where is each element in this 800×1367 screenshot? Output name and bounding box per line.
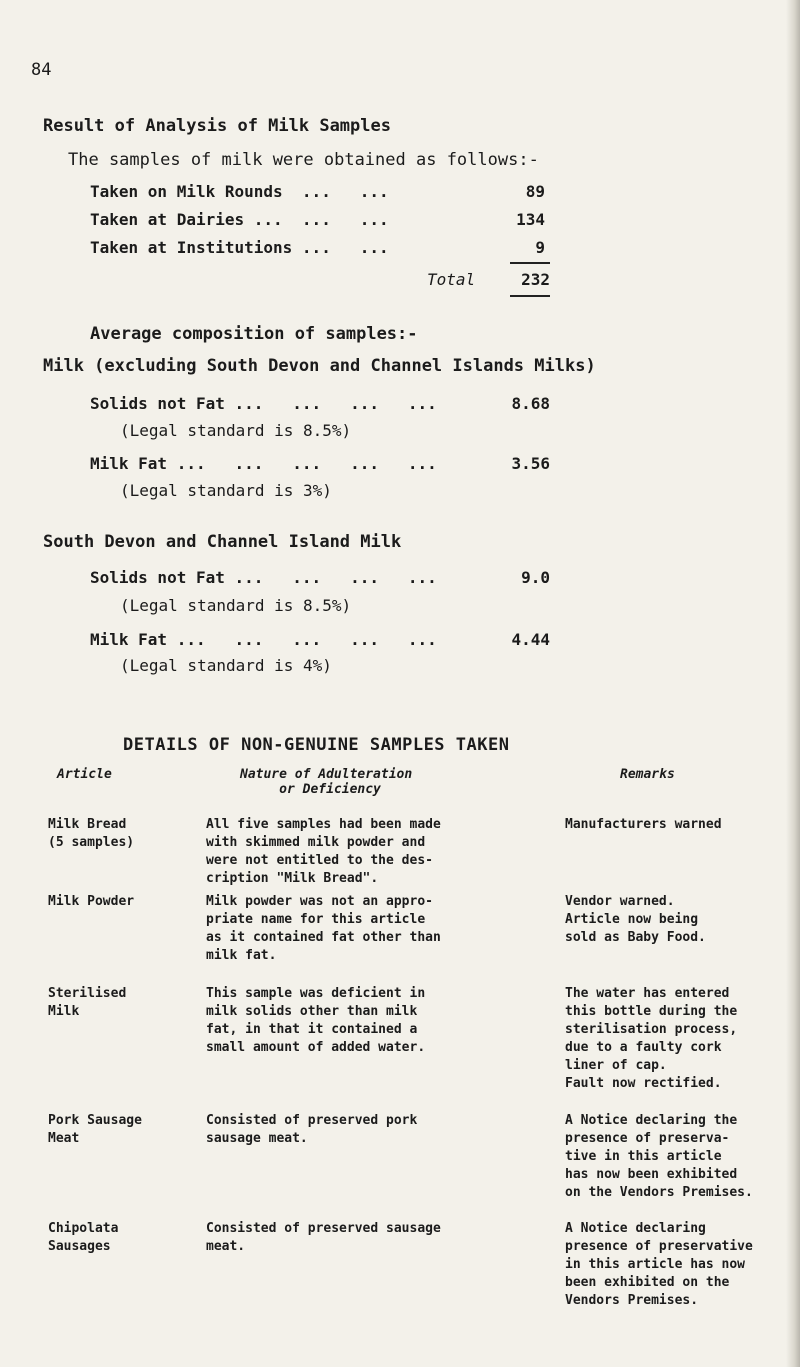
table-row-nature: Consisted of preserved sausage meat. bbox=[206, 1221, 441, 1254]
table-row-nature: This sample was deficient in milk solids other than milk fat, in that it contained a small amount of added water. bbox=[206, 986, 426, 1055]
table-row-remarks: The water has entered this bottle during the sterilisation process, due to a faulty cork liner of cap. Fault now rectified. bbox=[565, 986, 738, 1091]
solids-label: Solids not Fat ... ... ... ... bbox=[90, 568, 437, 587]
group1-solids-row bbox=[90, 394, 550, 416]
header-article: Article bbox=[57, 767, 112, 782]
total-value: 232 bbox=[521, 270, 550, 289]
group1-fat-row bbox=[90, 454, 550, 476]
table-row-nature: Consisted of preserved pork sausage meat. bbox=[206, 1113, 418, 1146]
sample-label: Taken on Milk Rounds ... ... bbox=[90, 182, 389, 201]
table-row-remarks: A Notice declaring the presence of preserva- tive in this article has now been exhibited on the Vendors Premises. bbox=[565, 1113, 753, 1200]
sample-label: Taken at Institutions ... ... bbox=[90, 238, 389, 257]
details-heading: DETAILS OF NON-GENUINE SAMPLES TAKEN bbox=[123, 735, 510, 755]
table-row-remarks: Vendor warned. Article now being sold as Baby Food. bbox=[565, 894, 706, 945]
header-nature: Nature of Adulteration or Deficiency bbox=[240, 767, 413, 797]
total-rule-top bbox=[510, 262, 550, 264]
table-row-article: Sterilised Milk bbox=[48, 986, 127, 1019]
average-heading: Average composition of samples:- bbox=[90, 324, 418, 344]
table-row-article: Chipolata Sausages bbox=[48, 1221, 119, 1254]
sample-label: Taken at Dairies ... ... ... bbox=[90, 210, 389, 229]
page-number: 84 bbox=[31, 60, 52, 80]
solids-value: 9.0 bbox=[521, 568, 550, 587]
fat-label: Milk Fat ... ... ... ... ... bbox=[90, 630, 437, 649]
group2-solids-standard: (Legal standard is 8.5%) bbox=[120, 596, 352, 615]
solids-label: Solids not Fat ... ... ... ... bbox=[90, 394, 437, 413]
sample-row-institutions bbox=[90, 238, 545, 260]
group1-heading: Milk (excluding South Devon and Channel Islands Milks) bbox=[43, 356, 596, 376]
sample-row-dairies bbox=[90, 210, 545, 232]
table-row-nature: Milk powder was not an appro- priate name for this article as it contained fat other than milk fat. bbox=[206, 894, 441, 963]
page-title: Result of Analysis of Milk Samples bbox=[43, 116, 391, 136]
fat-value: 3.56 bbox=[511, 454, 550, 473]
sample-value: 89 bbox=[525, 182, 545, 201]
table-row-nature: All five samples had been made with skimmed milk powder and were not entitled to the des- cription "Milk Bread". bbox=[206, 817, 441, 886]
table-row-article: Milk Powder bbox=[48, 894, 135, 909]
page-edge-shadow bbox=[786, 0, 800, 1367]
group2-fat-standard: (Legal standard is 4%) bbox=[120, 656, 332, 675]
solids-value: 8.68 bbox=[511, 394, 550, 413]
table-row-article: Milk Bread (5 samples) bbox=[48, 817, 135, 850]
table-row-article: Pork Sausage Meat bbox=[48, 1113, 142, 1146]
table-row-remarks: A Notice declaring presence of preservative in this article has now been exhibited on the Vendors Premises. bbox=[565, 1221, 753, 1308]
sample-value: 9 bbox=[535, 238, 545, 257]
sample-row-rounds bbox=[90, 182, 545, 204]
group1-solids-standard: (Legal standard is 8.5%) bbox=[120, 421, 352, 440]
sample-value: 134 bbox=[516, 210, 545, 229]
intro-text: The samples of milk were obtained as follows:- bbox=[68, 150, 539, 170]
table-row-remarks: Manufacturers warned bbox=[565, 817, 722, 832]
fat-value: 4.44 bbox=[511, 630, 550, 649]
fat-label: Milk Fat ... ... ... ... ... bbox=[90, 454, 437, 473]
group1-fat-standard: (Legal standard is 3%) bbox=[120, 481, 332, 500]
group2-solids-row bbox=[90, 568, 550, 590]
header-remarks: Remarks bbox=[620, 767, 675, 782]
total-label: Total bbox=[427, 270, 476, 289]
group2-heading: South Devon and Channel Island Milk bbox=[43, 532, 402, 552]
group2-fat-row bbox=[90, 630, 550, 652]
total-rule-bottom bbox=[510, 295, 550, 297]
